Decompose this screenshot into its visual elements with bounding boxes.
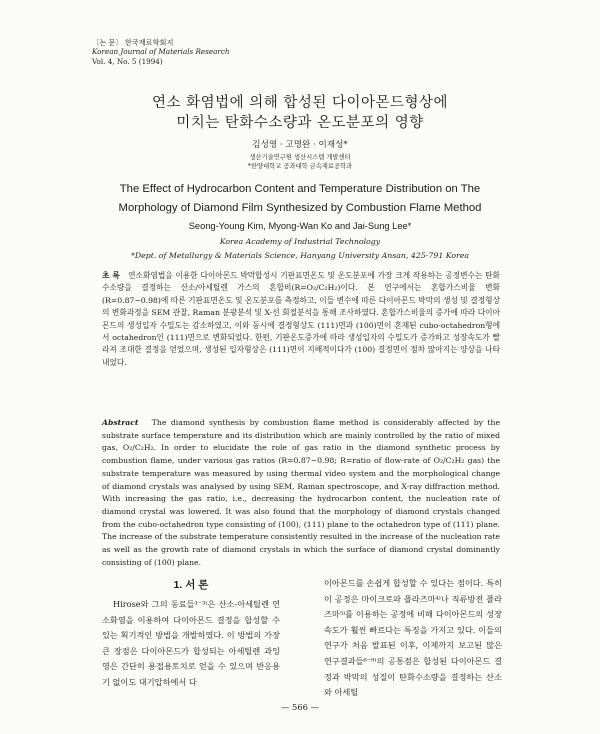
title-english-line-1: The Effect of Hydrocarbon Content and Temperature Distribution on The: [119, 183, 481, 195]
journal-name: Korean Journal of Materials Research: [92, 47, 230, 57]
abstract-english-label: Abstract: [102, 418, 139, 427]
affiliations-korean: [0, 153, 600, 171]
affiliation-english-2: *Dept. of Metallurgy & Materials Science, Hanyang University Ansan, 425-791 Korea: [130, 251, 470, 260]
authors-korean: 김성영 · 고명완 · 이재성*: [252, 140, 348, 150]
journal-category: 〔논 문〕 한국재료학회지: [92, 38, 174, 47]
body-paragraph-right: 이아몬드를 손쉽게 합성할 수 있다는 점이다. 특히 이 공정은 마이크로파 플라즈마⁴⁾나 직류방전 플라즈마⁵⁾를 이용하는 공정에 비해 다이아몬드의 성장속도가 훨씬 빠르다는 특징을 가지고 있다. 이들의 연구가 처음 발표된 이후, 이제까지 보고된 많은 연구결과들⁶⁻⁹⁾의 공통점은 합성된 다이아몬드 결정과 박막의 성질이 탄화수소량을 결정하는 산소와 아세틸: [324, 578, 502, 698]
authors-english: Seong-Young Kim, Myong-Wan Ko and Jai-Sung Lee*: [188, 221, 412, 231]
abstract-korean-text: 연소화염법을 이용한 다이아몬드 박막합성시 기판표면온도 및 온도분포에 가장 크게 작용하는 공정변수는 탄화수소량을 결정하는 산소/아세틸렌 가스의 혼합비(R=O₂/C₂H₂)이다. 본 연구에서는 혼합가스비율 변화(R=0.87~0.98)에 따른 기판표면온도 및 온도분포를 측정하고, 이들 변수에 따른 다이아몬드 박막의 생성 및 결정형상의 변화과정을 SEM 관찰, Raman 분광분석 및 X-선 회절분석을 통해 조사하였다. 혼합가스비율의 증가에 따라 다이아몬드의 생성입자 수밀도는 감소하였고, 이와 동시에 결정형상도 (111)면과 (100)면이 혼재된 cubo-octahedron형에서 octahedron인 (111)면으로 변화되었다. 한편, 기판온도증가에 따라 생성입자의 수밀도가 증가하고 성장속도가 빨라져 조대한 결정을 얻었으며, 생성된 입자형상은 (111)면이 지배적이다가 (100) 결정면이 점차 많아지는 양상을 나타내었다.: [102, 271, 500, 367]
body-column-left: [102, 597, 280, 691]
abstract-english: [102, 417, 500, 569]
title-english-line-2: Morphology of Diamond Film Synthesized by Combustion Flame Method: [118, 202, 482, 214]
journal-header: [92, 38, 230, 66]
journal-volume: Vol. 4, No. 5 (1994): [92, 56, 163, 66]
abstract-korean: [102, 270, 500, 369]
abstract-korean-label: 초 록: [102, 271, 120, 280]
title-english: [0, 180, 600, 218]
abstract-english-text: The diamond synthesis by combustion flame method is considerably affected by the substrate surface temperature and its distribution which are mainly controlled by the ratio of mixed gas, O₂/C₂H₂. In order to elucidate the role of gas ratio in the diamond synthetic process by combustion flame, under various gas ratios (R=0.87~0.98; R=ratio of flow-rate of O₂/C₂H₂ gas) the substrate temperature was measured by using thermal video system and the morphological change of diamond crystals was analysed by using SEM, Raman spectroscope, and X-ray diffraction method. With increasing the gas ratio, i.e., decreasing the hydrocarbon content, the nucleation rate of diamond crystal was lowered. It was also found that the morphology of diamond crystals changed from the cubo-octahedron type consisting of (100), (111) plane to the octahedron type of (111) plane. The increase of the substrate temperature consistently resulted in the increase of the nucleation rate as well as the growth rate of diamond crystals in which the surface of diamond crystal dominantly consisting of (100) plane.: [102, 418, 500, 567]
affiliation-korean-1: 생산기술연구원 생산시스템 개발센터: [249, 154, 351, 161]
title-korean-line-1: 연소 화염법에 의해 합성된 다이아몬드형상에: [151, 95, 449, 111]
title-korean: [0, 93, 600, 133]
affiliations-english: [0, 235, 600, 263]
affiliation-korean-2: *한양대학교 공과대학 금속재료공학과: [247, 163, 353, 171]
section-heading-introduction: 1. 서 론: [173, 579, 209, 591]
affiliation-english-1: Korea Academy of Industrial Technology: [219, 237, 381, 246]
page-number: — 566 —: [280, 702, 320, 712]
body-column-right: [324, 576, 502, 701]
title-korean-line-2: 미치는 탄화수소량과 온도분포의 영향: [176, 115, 424, 131]
body-paragraph-left: Hirose와 그의 동료들¹⁻³⁾은 산소-아세틸렌 연소화염을 이용하여 다이아몬드 결정을 합성할 수 있는 획기적인 방법을 개발하였다. 이 방법의 가장 큰 장점은 다이아몬드가 합성되는 아세틸렌 과잉영은 간단히 용접용토치로 얻을 수 있으며 반응용기 없이도 대기압하에서 다: [102, 599, 280, 687]
